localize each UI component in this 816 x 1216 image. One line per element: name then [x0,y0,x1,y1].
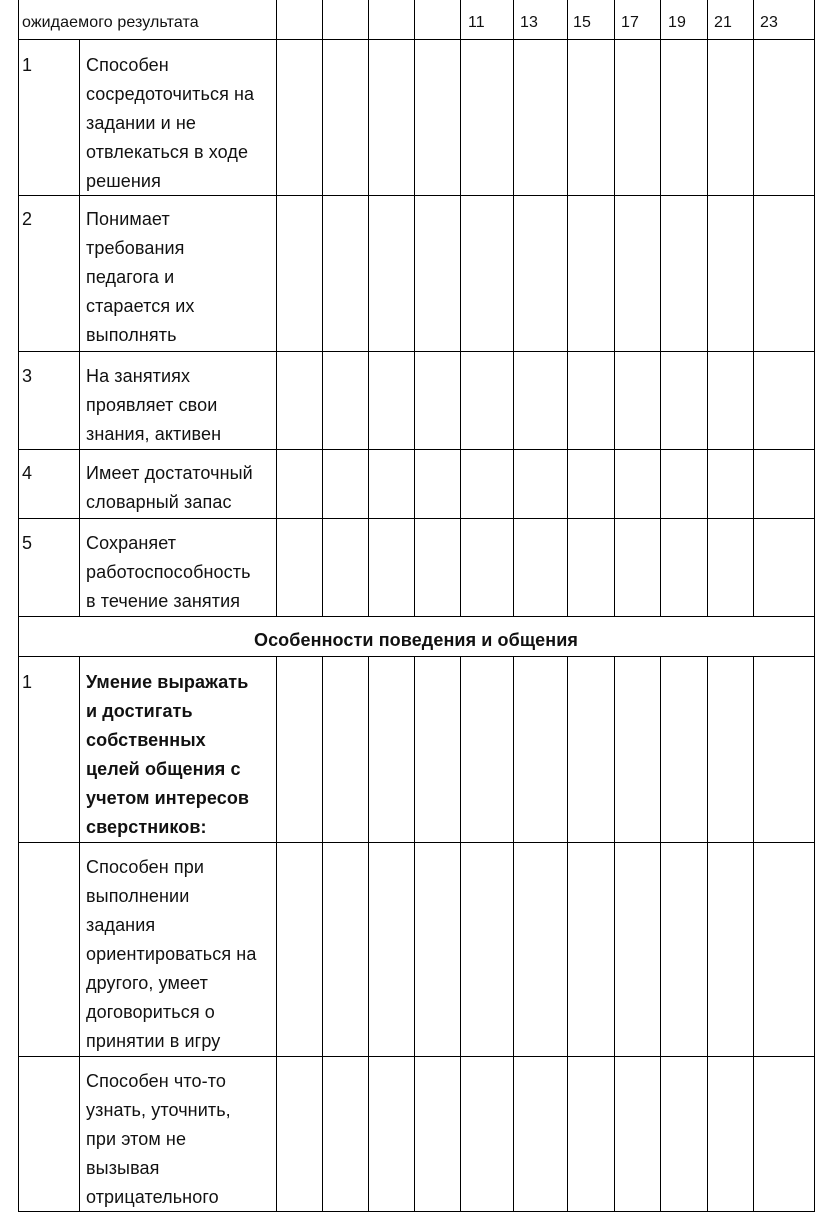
column-border [276,518,277,617]
row-description: Способен что-то узнать, уточнить, при этом не вызывая отрицательного [86,1071,231,1207]
col-header-13: 13 [520,14,538,31]
column-border [707,842,708,1057]
col-header-15: 15 [573,14,591,31]
column-border [276,39,277,196]
column-border [660,518,661,617]
column-border [567,449,568,519]
column-border [276,842,277,1057]
column-border [18,518,19,617]
row-description: На занятиях проявляет свои знания, активен [86,366,222,444]
row-border [18,351,815,352]
column-border [18,0,19,40]
column-border [513,449,514,519]
column-border [460,518,461,617]
column-border [567,39,568,196]
column-border [414,39,415,196]
column-border [18,1056,19,1212]
column-border [660,195,661,352]
column-border [322,656,323,843]
col-header-17: 17 [621,14,639,31]
column-border [414,518,415,617]
row-description: Умение выражать и достигать собственных целей общения с учетом интересов сверстников: [86,672,250,837]
column-border [79,195,80,352]
column-border [18,351,19,450]
column-border [753,656,754,843]
row-description: Способен сосредоточиться на задании и не отвлекаться в ходе решения [86,55,255,191]
column-border [567,842,568,1057]
column-border [79,656,80,843]
column-border [814,39,815,196]
column-border [814,1056,815,1212]
column-border [814,0,815,40]
column-border [513,1056,514,1212]
column-border [513,518,514,617]
column-border [276,0,277,40]
column-border [567,195,568,352]
column-border [368,351,369,450]
column-border [414,656,415,843]
column-border [707,656,708,843]
column-border [567,518,568,617]
column-border [614,351,615,450]
column-border [460,351,461,450]
column-border [414,195,415,352]
column-border [368,195,369,352]
column-border [368,39,369,196]
column-border [513,842,514,1057]
col-header-19: 19 [668,14,686,31]
row-border [18,1056,815,1057]
column-border [567,656,568,843]
col-header-11: 11 [468,14,485,31]
column-border [660,1056,661,1212]
column-border [276,195,277,352]
column-border [753,39,754,196]
column-border [368,842,369,1057]
column-border [753,351,754,450]
column-border [614,0,615,40]
column-border [368,449,369,519]
column-border [753,842,754,1057]
column-border [614,656,615,843]
row-border [18,656,815,657]
column-border [660,351,661,450]
row-number: 3 [22,366,33,386]
column-border [276,656,277,843]
column-border [322,351,323,450]
column-border [753,195,754,352]
column-border [707,351,708,450]
column-border [79,518,80,617]
row-number: 1 [22,55,33,75]
column-border [276,351,277,450]
column-border [322,39,323,196]
column-border [414,0,415,40]
column-border [18,39,19,196]
column-border [460,842,461,1057]
column-border [814,842,815,1057]
column-border [18,449,19,519]
column-border [368,656,369,843]
column-border [414,1056,415,1212]
col-header-21: 21 [714,14,732,31]
row-number: 2 [22,209,33,229]
column-border [460,0,461,40]
column-border [814,616,815,657]
row-description: Понимает требования педагога и старается их выполнять [86,209,195,345]
column-border [614,518,615,617]
column-border [79,351,80,450]
column-border [368,0,369,40]
col-header-23: 23 [760,14,778,31]
row-description: Сохраняет работоспособность в течение занятия [86,533,251,611]
column-border [753,0,754,40]
column-border [660,656,661,843]
column-border [660,39,661,196]
column-border [414,842,415,1057]
column-border [707,449,708,519]
column-border [79,449,80,519]
column-border [753,518,754,617]
column-border [660,842,661,1057]
column-border [513,351,514,450]
column-border [322,449,323,519]
column-border [567,351,568,450]
column-border [513,195,514,352]
column-border [460,1056,461,1212]
column-border [322,1056,323,1212]
column-border [707,518,708,617]
column-border [322,195,323,352]
column-border [567,1056,568,1212]
column-border [368,518,369,617]
column-border [79,842,80,1057]
section-title: Особенности поведения и общения [253,630,579,650]
column-border [414,351,415,450]
column-border [614,842,615,1057]
column-border [707,0,708,40]
row-description: Имеет достаточный словарный запас [86,463,253,512]
column-border [322,518,323,617]
column-border [79,1056,80,1212]
column-border [814,449,815,519]
column-border [460,39,461,196]
column-border [614,195,615,352]
column-border [660,449,661,519]
column-border [753,1056,754,1212]
column-border [18,842,19,1057]
column-border [460,656,461,843]
column-border [513,39,514,196]
column-border [814,518,815,617]
column-border [18,195,19,352]
column-border [513,0,514,40]
header-label: ожидаемого результата [22,14,199,31]
column-border [707,1056,708,1212]
column-border [18,656,19,843]
column-border [753,449,754,519]
row-number: 5 [22,533,33,553]
row-border [18,449,815,450]
row-border [18,616,815,617]
column-border [707,39,708,196]
column-border [614,1056,615,1212]
column-border [814,351,815,450]
column-border [660,0,661,40]
column-border [614,449,615,519]
column-border [276,449,277,519]
column-border [276,1056,277,1212]
column-border [414,449,415,519]
column-border [707,195,708,352]
row-border [18,39,815,40]
column-border [79,39,80,196]
column-border [567,0,568,40]
row-number: 1 [22,672,33,692]
column-border [814,195,815,352]
column-border [814,656,815,843]
column-border [322,0,323,40]
column-border [322,842,323,1057]
column-border [513,656,514,843]
row-number: 4 [22,463,33,483]
column-border [614,39,615,196]
column-border [460,195,461,352]
row-border [18,842,815,843]
row-description: Способен при выполнении задания ориентироваться на другого, умеет договориться о принятии в игру [86,857,257,1051]
row-border [18,518,815,519]
column-border [460,449,461,519]
column-border [368,1056,369,1212]
